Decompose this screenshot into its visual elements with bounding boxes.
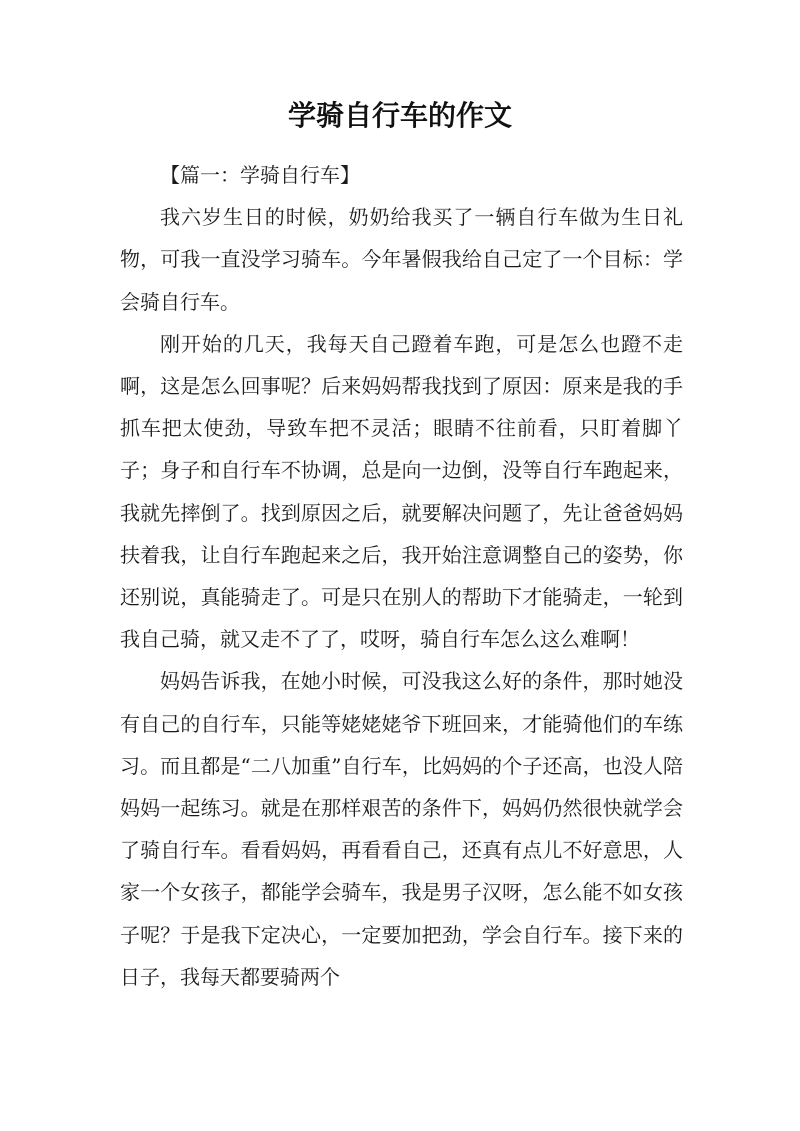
paragraph-2: 刚开始的几天，我每天自己蹬着车跑，可是怎么也蹬不走啊，这是怎么回事呢？后来妈妈帮我找到了原因：原来是我的手抓车把太使劲，导致车把不灵活；眼睛不往前看，只盯着脚丫子；身子和自行车不协调，总是向一边倒，没等自行车跑起来，我就先摔倒了。找到原因之后，就要解决问题了，先让爸爸妈妈扶着我，让自行车跑起来之后，我开始注意调整自己的姿势，你还别说，真能骑走了。可是只在别人的帮助下才能骑走，一轮到我自己骑，就又走不了了，哎呀，骑自行车怎么这么难啊！ [120, 331, 683, 652]
section-heading: 【篇一：学骑自行车】 [160, 163, 360, 187]
paragraph-3: 妈妈告诉我，在她小时候，可没我这么好的条件，那时她没有自己的自行车，只能等姥姥姥爷下班回来，才能骑他们的车练习。而且都是“二八加重”自行车，比妈妈的个子还高，也没人陪妈妈一起练习。就是在那样艰苦的条件下，妈妈仍然很快就学会了骑自行车。看看妈妈，再看看自己，还真有点儿不好意思，人家一个女孩子，都能学会骑车，我是男子汉呀，怎么能不如女孩子呢？于是我下定决心，一定要加把劲，学会自行车。接下来的日子，我每天都要骑两个 [120, 669, 683, 989]
paragraph-1: 我六岁生日的时候，奶奶给我买了一辆自行车做为生日礼物，可我一直没学习骑车。今年暑假我给自己定了一个目标：学会骑自行车。 [120, 205, 683, 314]
document-title: 学骑自行车的作文 [287, 99, 512, 132]
document-body [120, 154, 683, 998]
